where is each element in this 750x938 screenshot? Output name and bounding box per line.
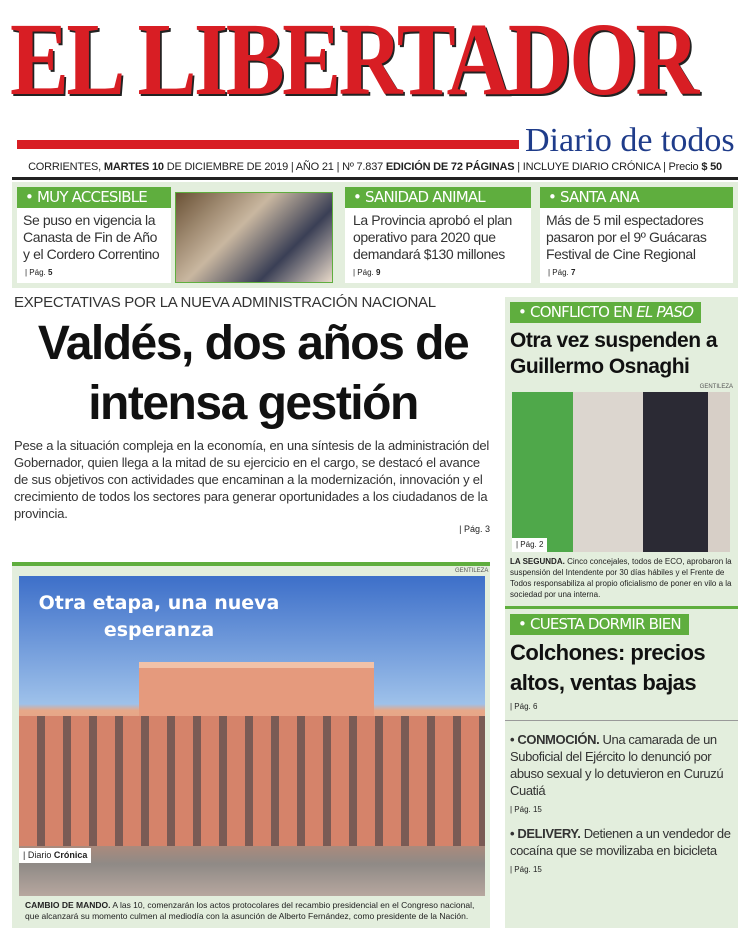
edition: EDICIÓN DE 72 PÁGINAS (385, 161, 515, 173)
brief-2[interactable]: • DELIVERY. Detienen a un vendedor de cocaína que se movilizaba en bicicleta (510, 826, 731, 858)
photo-page: | Pág. 2 (512, 538, 547, 552)
teaser-tag: • MUY ACCESIBLE (17, 187, 171, 208)
teaser-text: Se puso en vigencia la Canasta de Fin de Año y el Cordero Correntino (23, 212, 160, 262)
dateline (0, 160, 750, 174)
sidebar-caption-1: LA SEGUNDA. Cinco concejales, todos de ECO, aprobaron la suspensión del Intendente por 30 días hábiles y el Frente de Todos responsabiliza al propio oficialismo de poner en vilo a la sociedad por una interna. (510, 557, 732, 599)
main-lead: Pese a la situación compleja en la economía, en una síntesis de la administración del Gobernador, quien llega a la mitad de su ejercicio en el cargo, se destacó el avance de sus objetivos con actividades que encaminan a la modernización, innovación y el crecimiento de todos los sectores para generar oportunidades a los ciudadanos de la provincia. (14, 438, 490, 521)
divider (12, 177, 738, 180)
divider (505, 720, 738, 721)
main-photo (19, 576, 485, 896)
masthead-title: EL LIBERTADOR (10, 2, 697, 117)
teaser-text: La Provincia aprobó el plan operativo para 2020 que demandará $130 millones (353, 212, 512, 262)
photo-source: | Diario Crónica (19, 848, 91, 863)
teaser-page: | Pág. 9 (353, 268, 381, 277)
price: $ 50 (701, 161, 722, 173)
date: DE DICIEMBRE DE 2019 | AÑO 21 | Nº 7.837 (166, 161, 384, 173)
sidebar-photo (512, 392, 730, 552)
city: CORRIENTES, (28, 161, 102, 173)
sidebar-tag-2: • CUESTA DORMIR BIEN (510, 614, 689, 635)
teaser-photo (175, 192, 333, 283)
brief-1[interactable]: • CONMOCIÓN. Una camarada de un Suboficial del Ejército lo denunció por abuso sexual y lo detuvieron en Curuzú Cuatiá (510, 732, 724, 798)
main-page: | Pág. 3 (459, 524, 490, 534)
sidebar-headline-2[interactable]: Colchones: precios altos, ventas bajas (510, 640, 706, 695)
divider (505, 606, 738, 609)
teaser-3[interactable] (540, 187, 733, 283)
photo-overlay: Otra etapa, una nueva esperanza (38, 592, 280, 641)
building-windows (19, 716, 485, 846)
masthead-bar (17, 140, 519, 149)
teaser-text: Más de 5 mil espectadores pasaron por el 9º Guácaras Festival de Cine Regional (546, 212, 707, 262)
brief-page: | Pág. 15 (510, 805, 542, 814)
teaser-page: | Pág. 5 (25, 268, 53, 277)
sidebar-page-2: | Pág. 6 (510, 702, 538, 711)
main-headline[interactable]: Valdés, dos años de intensa gestión (37, 317, 469, 430)
teaser-tag: • SANTA ANA (540, 187, 733, 208)
photo-credit: GENTILEZA (699, 384, 733, 390)
teaser-page: | Pág. 7 (548, 268, 576, 277)
main-kicker: EXPECTATIVAS POR LA NUEVA ADMINISTRACIÓN NACIONAL (14, 294, 436, 311)
photo-credit: GENTILEZA (455, 568, 489, 574)
sidebar-column (505, 302, 738, 875)
day: MARTES 10 (103, 161, 164, 173)
brief-page: | Pág. 15 (510, 865, 542, 874)
teaser-2[interactable] (345, 187, 531, 283)
teaser-tag: • SANIDAD ANIMAL (345, 187, 531, 208)
sidebar-tag-1: • CONFLICTO EN EL PASO (510, 302, 701, 323)
main-story (10, 294, 496, 535)
sidebar-headline-1[interactable]: Otra vez suspenden a Guillermo Osnaghi (510, 329, 718, 378)
extra: | INCLUYE DIARIO CRÓNICA | Precio (517, 161, 699, 173)
masthead-subtitle: Diario de todos (525, 122, 735, 159)
teaser-1[interactable] (17, 187, 171, 283)
main-caption: CAMBIO DE MANDO. A las 10, comenzarán los actos protocolares del recambio presidencial en el Congreso nacional, que alcanzará su momento culmen al mediodía con la asunción de Alberto Fernández, como presidente de la Nación. (25, 900, 475, 921)
